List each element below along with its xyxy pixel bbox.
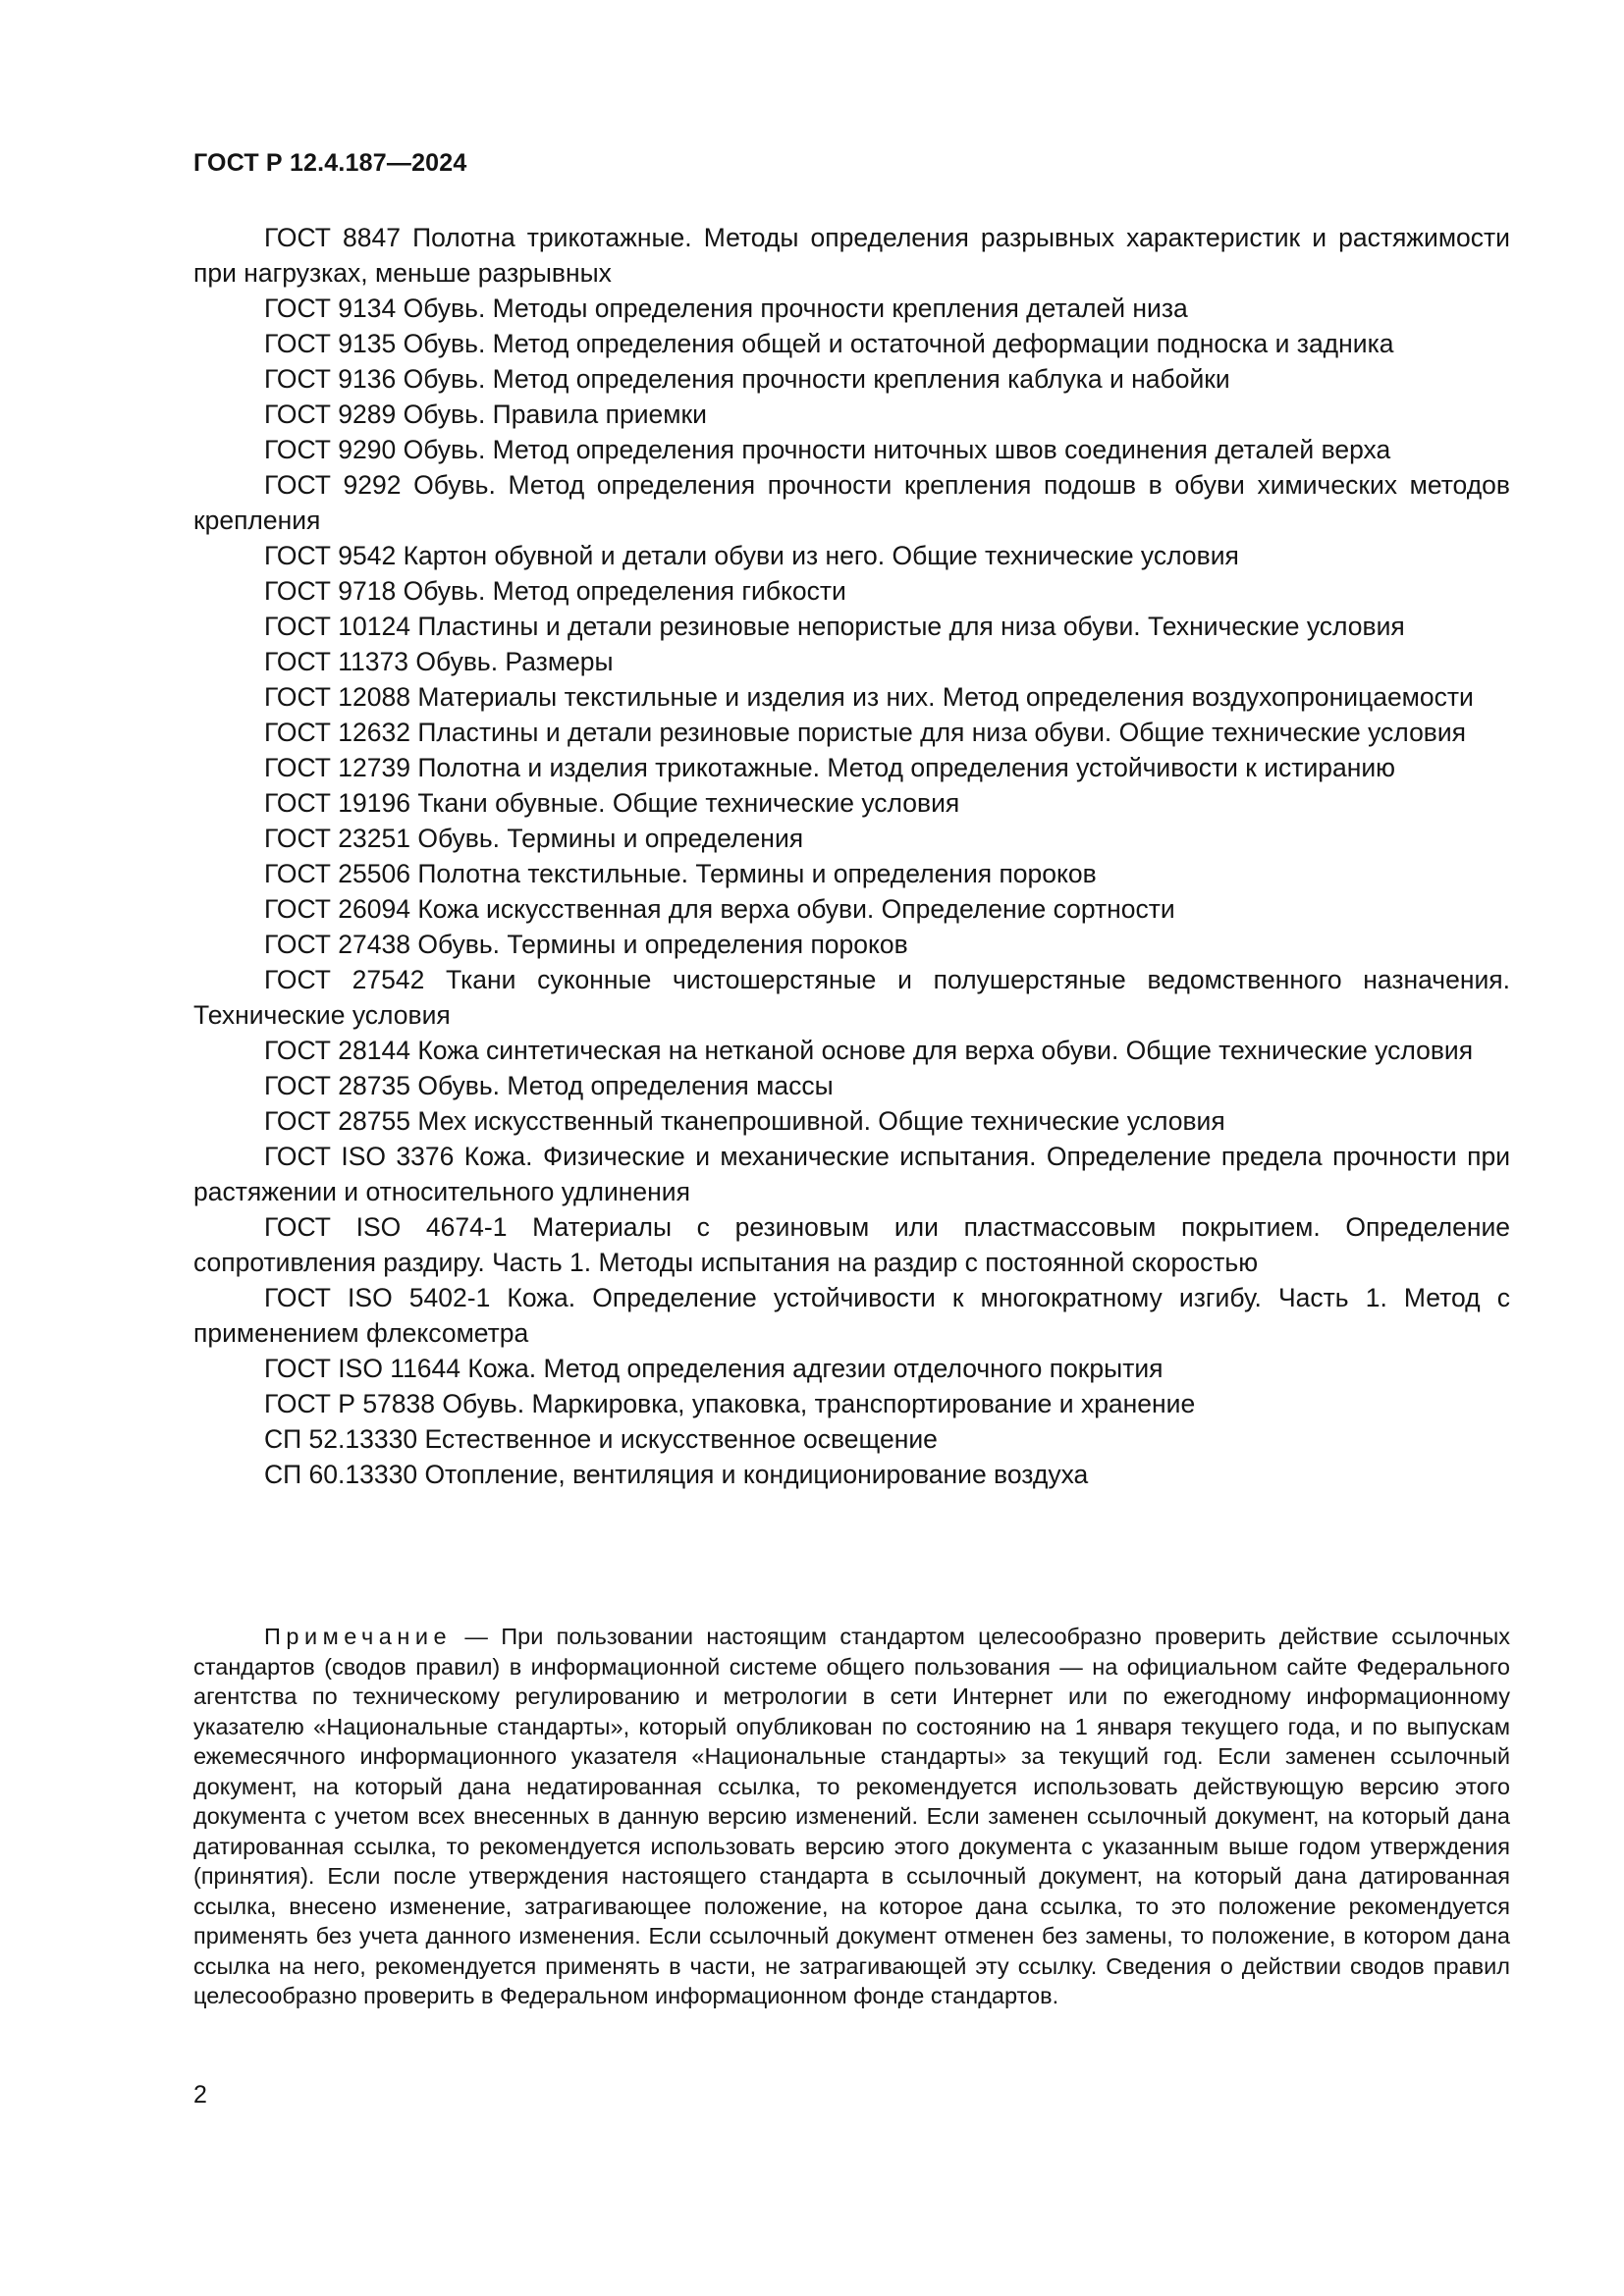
reference-item: ГОСТ ISO 4674-1 Материалы с резиновым или пластмассовым покрытием. Определение сопротивления раздиру. Часть 1. Методы испытания на раздир с постоянной скоростью	[193, 1212, 1510, 1277]
reference-item: ГОСТ 9289 Обувь. Правила приемки	[264, 400, 707, 429]
reference-item: ГОСТ 9136 Обувь. Метод определения прочности крепления каблука и набойки	[264, 364, 1230, 394]
note-label: Примечание	[264, 1624, 453, 1649]
reference-item: ГОСТ 27438 Обувь. Термины и определения пороков	[264, 930, 908, 959]
reference-item: ГОСТ 12088 Материалы текстильные и изделия из них. Метод определения воздухопроницаемости	[264, 682, 1474, 712]
reference-item: ГОСТ 9718 Обувь. Метод определения гибкости	[264, 576, 846, 606]
reference-item: ГОСТ 26094 Кожа искусственная для верха обуви. Определение сортности	[264, 894, 1175, 924]
reference-item: ГОСТ 8847 Полотна трикотажные. Методы определения разрывных характеристик и растяжимости при нагрузках, меньше разрывных	[193, 223, 1510, 288]
note-paragraph	[193, 1622, 1510, 2011]
reference-item: ГОСТ ISO 5402-1 Кожа. Определение устойчивости к многократному изгибу. Часть 1. Метод с применением флексометра	[193, 1283, 1510, 1348]
reference-item: ГОСТ 12632 Пластины и детали резиновые пористые для низа обуви. Общие технические условия	[264, 718, 1467, 747]
reference-item: СП 60.13330 Отопление, вентиляция и кондиционирование воздуха	[264, 1460, 1089, 1489]
reference-item: ГОСТ 19196 Ткани обувные. Общие технические условия	[264, 788, 960, 818]
reference-item: ГОСТ ISO 3376 Кожа. Физические и механические испытания. Определение предела прочности при растяжении и относительного удлинения	[193, 1142, 1510, 1206]
reference-item: ГОСТ 25506 Полотна текстильные. Термины и определения пороков	[264, 859, 1097, 888]
reference-item: ГОСТ 9292 Обувь. Метод определения прочности крепления подошв в обуви химических методов крепления	[193, 470, 1510, 535]
reference-item: ГОСТ 12739 Полотна и изделия трикотажные. Метод определения устойчивости к истиранию	[264, 753, 1396, 782]
reference-item: ГОСТ 11373 Обувь. Размеры	[264, 647, 614, 676]
page-number: 2	[193, 2081, 207, 2109]
reference-item: ГОСТ Р 57838 Обувь. Маркировка, упаковка, транспортирование и хранение	[264, 1389, 1196, 1418]
reference-list	[193, 220, 1510, 1492]
reference-item: ГОСТ 9135 Обувь. Метод определения общей и остаточной деформации подноска и задника	[264, 329, 1394, 358]
reference-item: ГОСТ 28755 Мех искусственный тканепрошивной. Общие технические условия	[264, 1106, 1225, 1136]
reference-item: ГОСТ 9134 Обувь. Методы определения прочности крепления деталей низа	[264, 294, 1188, 323]
reference-item: ГОСТ 9542 Картон обувной и детали обуви из него. Общие технические условия	[264, 541, 1239, 570]
reference-item: СП 52.13330 Естественное и искусственное освещение	[264, 1424, 938, 1454]
reference-item: ГОСТ 27542 Ткани суконные чистошерстяные и полушерстяные ведомственного назначения. Технические условия	[193, 965, 1510, 1030]
reference-item: ГОСТ 28144 Кожа синтетическая на нетканой основе для верха обуви. Общие технические условия	[264, 1036, 1474, 1065]
document-header: ГОСТ Р 12.4.187—2024	[193, 149, 467, 177]
reference-item: ГОСТ 28735 Обувь. Метод определения массы	[264, 1071, 834, 1100]
reference-item: ГОСТ 23251 Обувь. Термины и определения	[264, 824, 804, 853]
note-text: — При пользовании настоящим стандартом целесообразно проверить действие ссылочных стандартов (сводов правил) в информационной системе общего пользования — на официальном сайте Федерального агентства по техническому регулированию и метрологии в сети Интернет или по ежегодному информационному указателю «Национальные стандарты», который опубликован по состоянию на 1 января текущего года, и по выпускам ежемесячного информационного указателя «Национальные стандарты» за текущий год. Если заменен ссылочный документ, на который дана недатированная ссылка, то рекомендуется использовать действующую версию этого документа с учетом всех внесенных в данную версию изменений. Если заменен ссылочный документ, на который дана датированная ссылка, то рекомендуется использовать версию этого документа с указанным выше годом утверждения (принятия). Если после утверждения настоящего стандарта в ссылочный документ, на который дана датированная ссылка, внесено изменение, затрагивающее положение, на которое дана ссылка, то это положение рекомендуется применять без учета данного изменения. Если ссылочный документ отменен без замены, то положение, в котором дана ссылка на него, рекомендуется применять в части, не затрагивающей эту ссылку. Сведения о действии сводов правил целесообразно проверить в Федеральном информационном фонде стандартов.	[193, 1624, 1510, 2008]
reference-item: ГОСТ ISO 11644 Кожа. Метод определения адгезии отделочного покрытия	[264, 1354, 1164, 1383]
reference-item: ГОСТ 9290 Обувь. Метод определения прочности ниточных швов соединения деталей верха	[264, 435, 1391, 464]
reference-item: ГОСТ 10124 Пластины и детали резиновые непористые для низа обуви. Технические условия	[264, 612, 1405, 641]
